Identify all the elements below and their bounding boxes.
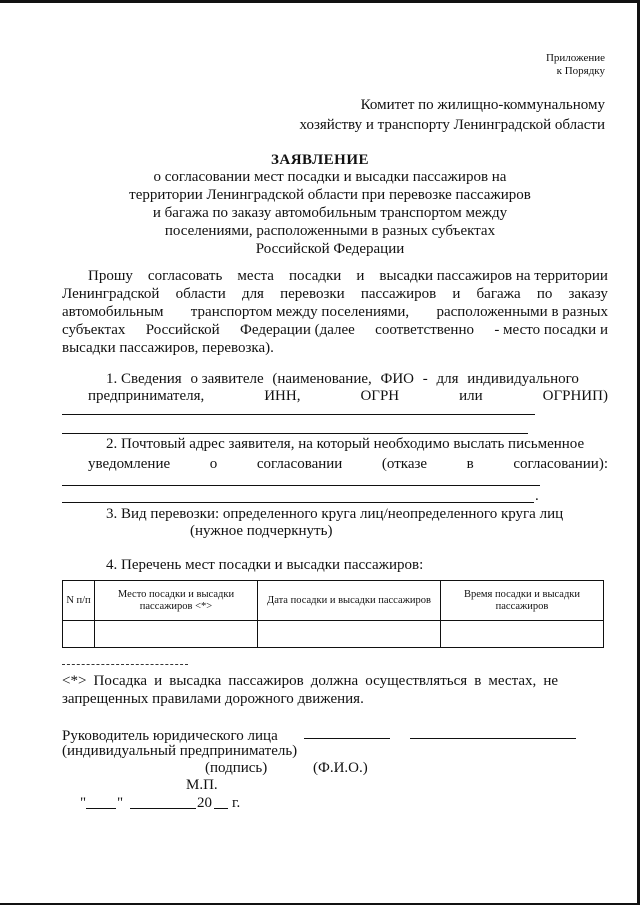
document-title: ЗАЯВЛЕНИЕ: [270, 152, 370, 168]
table-cell-time[interactable]: [441, 621, 604, 648]
boarding-places-table: [62, 580, 604, 648]
item2-line-2: [88, 455, 608, 473]
appendix-note: [546, 52, 605, 78]
item2-word: уведомление: [88, 456, 171, 472]
postal-address-field-line[interactable]: [62, 502, 534, 503]
intro-word: Прошу: [88, 268, 133, 284]
item2-word: в: [466, 456, 474, 472]
signature-caption: (подпись): [205, 760, 268, 776]
intro-word: Ленинградской: [62, 286, 160, 302]
item4-label: 4. Перечень мест посадки и высадки пассажиров:: [106, 557, 424, 573]
intro-word: расположенными в разных: [436, 304, 608, 320]
intro-line-4: [62, 321, 608, 339]
footnote-line-2: запрещенных правилами дорожного движения.: [62, 691, 364, 707]
intro-word: субъектах: [62, 322, 126, 338]
footnote-line-1: [62, 672, 558, 690]
date-day-field-line[interactable]: [86, 808, 116, 809]
intro-line-3: [62, 303, 608, 321]
table-header-place: Место посадки и высадки пассажиров <*>: [95, 581, 258, 621]
item1-word: ОГРНИП): [542, 388, 608, 404]
item1-word: ФИО: [380, 371, 415, 387]
addressee-line-2: хозяйству и транспорту Ленинградской области: [299, 117, 605, 133]
intro-line-2: [62, 285, 608, 303]
item2-word: (отказе: [381, 456, 428, 472]
item2-word: согласовании: [256, 456, 343, 472]
intro-word: - место посадки и: [494, 322, 608, 338]
item3-line-2: (нужное подчеркнуть): [190, 523, 333, 539]
footnote-word: в: [474, 673, 482, 689]
date-quote-close: ": [117, 795, 124, 811]
intro-line-1: [88, 267, 608, 285]
item2-line-1: 2. Почтовый адрес заявителя, на который необходимо выслать письменное: [106, 436, 585, 452]
footnote-word: высадка: [169, 673, 222, 689]
intro-word: места: [237, 268, 274, 284]
date-year-prefix: 20: [197, 795, 212, 811]
table-cell-date[interactable]: [258, 621, 441, 648]
footnote-word: пассажиров: [228, 673, 304, 689]
item1-word: предпринимателя,: [88, 388, 205, 404]
item1-word: индивидуального: [467, 371, 579, 387]
scan-border-top: [0, 0, 640, 3]
addressee-line-1: Комитет по жилищно-коммунальному: [360, 97, 605, 113]
item1-word: ИНН,: [264, 388, 301, 404]
table-header-row: [63, 581, 604, 621]
footnote-word: Посадка: [93, 673, 148, 689]
subtitle-line: и багажа по заказу автомобильным транспортом между: [152, 205, 508, 221]
date-month-field-line[interactable]: [130, 808, 196, 809]
table-cell-place[interactable]: [95, 621, 258, 648]
addressee-block: [300, 95, 605, 135]
address-end-dot: .: [535, 488, 539, 504]
date-year-suffix: г.: [232, 795, 241, 811]
table-row: [63, 621, 604, 648]
item2-word: согласовании):: [513, 456, 608, 472]
footnote-word: и: [154, 673, 163, 689]
intro-word: области: [175, 286, 226, 302]
signature-role-line-1: Руководитель юридического лица: [62, 728, 278, 744]
intro-word: перевозки: [280, 286, 345, 302]
item1-word: или: [459, 388, 483, 404]
intro-word: заказу: [568, 286, 608, 302]
item3-line-1: 3. Вид перевозки: определенного круга лиц/неопределенного круга лиц: [106, 506, 564, 522]
document-subtitle: [0, 168, 640, 258]
signature-role-line-2: (индивидуальный предприниматель): [62, 743, 298, 759]
subtitle-line: Российской Федерации: [255, 241, 405, 257]
intro-word: посадки: [288, 268, 342, 284]
table-header-number: N п/п: [63, 581, 95, 621]
item1-word: ОГРН: [360, 388, 400, 404]
intro-word: по: [536, 286, 553, 302]
full-name-caption: (Ф.И.О.): [313, 760, 368, 776]
intro-word: для: [241, 286, 264, 302]
intro-word: Федерации (далее: [240, 322, 355, 338]
item1-word: -: [422, 371, 428, 387]
applicant-info-field-line[interactable]: [62, 414, 535, 415]
footnote-word: местах,: [488, 673, 537, 689]
appendix-line-2: к Порядку: [556, 65, 605, 77]
item1-word: 1. Сведения: [106, 371, 182, 387]
footnote-word: <*>: [62, 673, 87, 689]
signature-field-line[interactable]: [304, 738, 390, 739]
item1-line-1: [106, 370, 579, 388]
table-header-date: Дата посадки и высадки пассажиров: [258, 581, 441, 621]
appendix-line-1: Приложение: [545, 52, 605, 64]
intro-word: багажа: [476, 286, 521, 302]
date-year-field-line[interactable]: [214, 808, 228, 809]
item1-word: о заявителе: [190, 371, 264, 387]
footnote-word: осуществляться: [365, 673, 468, 689]
full-name-field-line[interactable]: [410, 738, 576, 739]
footnote-word: должна: [310, 673, 359, 689]
intro-word: транспортом между поселениями,: [190, 304, 410, 320]
applicant-info-field-line[interactable]: [62, 433, 528, 434]
subtitle-line: поселениями, расположенными в разных субъектах: [164, 223, 496, 239]
intro-word: пассажиров: [360, 286, 437, 302]
intro-word: и: [356, 268, 365, 284]
item1-line-2: [88, 387, 608, 405]
footnote-word: не: [543, 673, 558, 689]
footnote-separator: [62, 664, 188, 665]
intro-word: соответственно: [375, 322, 474, 338]
intro-word: Российской: [145, 322, 220, 338]
stamp-label: М.П.: [186, 777, 218, 793]
item2-word: о: [209, 456, 218, 472]
table-cell-number[interactable]: [63, 621, 95, 648]
postal-address-field-line[interactable]: [62, 485, 540, 486]
intro-word: высадки пассажиров на территории: [379, 268, 608, 284]
intro-line-5: высадки пассажиров, перевозка).: [62, 340, 274, 356]
item1-word: (наименование,: [272, 371, 372, 387]
item1-word: для: [436, 371, 459, 387]
date-quote-open: ": [80, 795, 87, 811]
subtitle-line: о согласовании мест посадки и высадки пассажиров на: [153, 169, 507, 185]
intro-word: и: [452, 286, 461, 302]
subtitle-line: территории Ленинградской области при перевозке пассажиров: [129, 187, 531, 203]
intro-word: автомобильным: [62, 304, 164, 320]
intro-word: согласовать: [147, 268, 223, 284]
table-header-time: Время посадки и высадки пассажиров: [441, 581, 604, 621]
